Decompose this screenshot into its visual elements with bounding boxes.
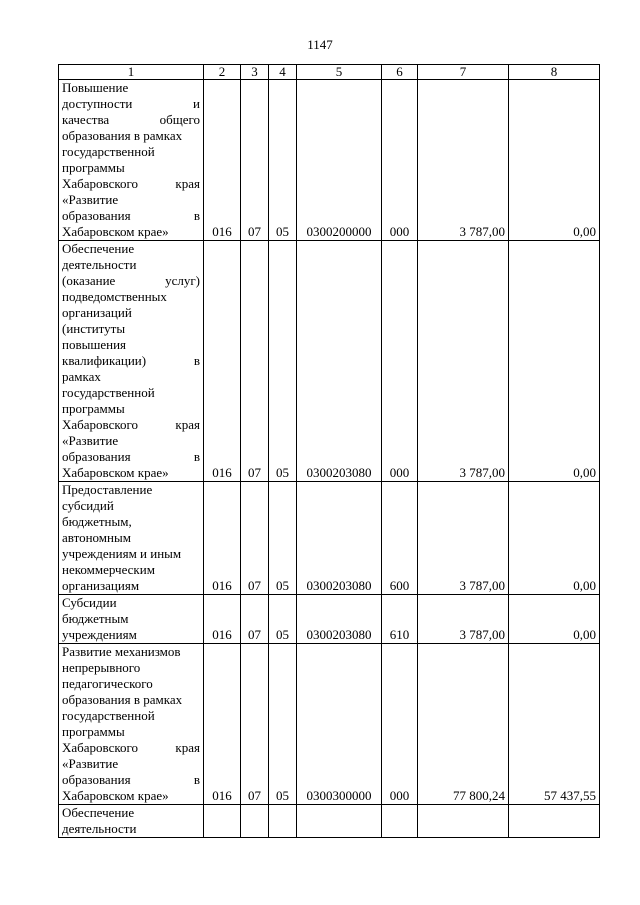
- item-name-line: государственной: [62, 708, 155, 723]
- item-name-line: [62, 208, 200, 224]
- column-header: 6: [382, 65, 418, 80]
- cell-target-article: 0300203080: [297, 482, 382, 595]
- item-name-line: «Развитие: [62, 192, 119, 207]
- item-name-line: государственной: [62, 144, 155, 159]
- word: и: [193, 96, 200, 111]
- table-row: [59, 241, 600, 482]
- cell-amount-col8: 0,00: [509, 595, 600, 644]
- item-name-line: программы: [62, 401, 125, 416]
- item-name-line: [62, 96, 200, 112]
- word: качества: [62, 112, 110, 127]
- item-name-line: рамках: [62, 369, 101, 384]
- cell-subsection: 05: [269, 80, 297, 241]
- column-header: 5: [297, 65, 382, 80]
- item-name-line: деятельности: [62, 257, 137, 272]
- cell-amount-col8: 0,00: [509, 241, 600, 482]
- cell-amount-col7: 3 787,00: [418, 595, 509, 644]
- item-name-line: [62, 449, 200, 465]
- item-name-line: [62, 112, 200, 128]
- column-header: 2: [204, 65, 241, 80]
- column-header: 1: [59, 65, 204, 80]
- item-name-line: бюджетным: [62, 611, 129, 626]
- cell-target-article: [297, 805, 382, 838]
- cell-amount-col8: 0,00: [509, 482, 600, 595]
- cell-subsection: 05: [269, 241, 297, 482]
- item-name-line: субсидий: [62, 498, 114, 513]
- item-name-line: педагогического: [62, 676, 153, 691]
- item-name-line: повышения: [62, 337, 127, 352]
- table-row: [59, 805, 600, 838]
- cell-amount-col7: [418, 805, 509, 838]
- cell-target-article: 0300203080: [297, 595, 382, 644]
- cell-amount-col8: 57 437,55: [509, 644, 600, 805]
- cell-item-name: [59, 805, 204, 838]
- budget-table: [58, 64, 600, 838]
- cell-expense-type: 610: [382, 595, 418, 644]
- table-row: [59, 80, 600, 241]
- item-name-line: программы: [62, 160, 125, 175]
- item-name-line: Обеспечение: [62, 241, 135, 256]
- word: в: [193, 449, 200, 464]
- word: услуг): [165, 273, 200, 288]
- column-header: 7: [418, 65, 509, 80]
- word: края: [175, 417, 200, 432]
- page-number: 1147: [307, 37, 333, 52]
- cell-subsection: 05: [269, 595, 297, 644]
- cell-item-name: [59, 241, 204, 482]
- cell-item-name: [59, 595, 204, 644]
- table-row: [59, 595, 600, 644]
- item-name-line: учреждениям: [62, 627, 137, 642]
- cell-expense-type: 600: [382, 482, 418, 595]
- item-name-line: «Развитие: [62, 433, 119, 448]
- cell-expense-type: 000: [382, 241, 418, 482]
- cell-ministry-code: 016: [204, 595, 241, 644]
- item-name-line: [62, 740, 200, 756]
- item-name-line: образования в рамках: [62, 128, 183, 143]
- table-row: [59, 644, 600, 805]
- item-name-line: [62, 176, 200, 192]
- cell-ministry-code: 016: [204, 482, 241, 595]
- cell-section: 07: [241, 80, 269, 241]
- word: Хабаровского: [62, 176, 139, 191]
- item-name-line: [62, 273, 200, 289]
- item-name-line: учреждениям и иным: [62, 546, 182, 561]
- cell-target-article: 0300300000: [297, 644, 382, 805]
- word: образования: [62, 208, 131, 223]
- cell-target-article: 0300203080: [297, 241, 382, 482]
- item-name-line: Хабаровском крае»: [62, 224, 169, 239]
- item-name-line: деятельности: [62, 821, 137, 836]
- cell-ministry-code: 016: [204, 644, 241, 805]
- cell-subsection: 05: [269, 644, 297, 805]
- cell-amount-col8: 0,00: [509, 80, 600, 241]
- item-name-line: организациям: [62, 578, 140, 593]
- cell-item-name: [59, 644, 204, 805]
- item-name-line: государственной: [62, 385, 155, 400]
- item-name-line: [62, 353, 200, 369]
- item-name-line: организаций: [62, 305, 132, 320]
- cell-amount-col8: [509, 805, 600, 838]
- word: в: [193, 353, 200, 368]
- cell-section: 07: [241, 482, 269, 595]
- item-name-line: Развитие механизмов: [62, 644, 181, 659]
- item-name-line: бюджетным,: [62, 514, 132, 529]
- cell-ministry-code: 016: [204, 80, 241, 241]
- item-name-line: [62, 417, 200, 433]
- item-name-line: автономным: [62, 530, 131, 545]
- word: края: [175, 740, 200, 755]
- cell-section: 07: [241, 595, 269, 644]
- column-header: 3: [241, 65, 269, 80]
- cell-subsection: [269, 805, 297, 838]
- word: края: [175, 176, 200, 191]
- header-row: [59, 65, 600, 80]
- word: в: [193, 208, 200, 223]
- cell-section: 07: [241, 241, 269, 482]
- word: квалификации): [62, 353, 147, 368]
- cell-expense-type: [382, 805, 418, 838]
- cell-expense-type: 000: [382, 80, 418, 241]
- item-name-line: [62, 772, 200, 788]
- item-name-line: Повышение: [62, 80, 129, 95]
- item-name-line: подведомственных: [62, 289, 167, 304]
- cell-amount-col7: 3 787,00: [418, 482, 509, 595]
- cell-amount-col7: 3 787,00: [418, 241, 509, 482]
- word: Хабаровского: [62, 417, 139, 432]
- item-name-line: (институты: [62, 321, 126, 336]
- cell-amount-col7: 3 787,00: [418, 80, 509, 241]
- item-name-line: «Развитие: [62, 756, 119, 771]
- cell-section: 07: [241, 644, 269, 805]
- column-header: 8: [509, 65, 600, 80]
- item-name-line: некоммерческим: [62, 562, 155, 577]
- cell-expense-type: 000: [382, 644, 418, 805]
- word: Хабаровского: [62, 740, 139, 755]
- word: (оказание: [62, 273, 116, 288]
- cell-section: [241, 805, 269, 838]
- item-name-line: Субсидии: [62, 595, 117, 610]
- word: доступности: [62, 96, 133, 111]
- item-name-line: образования в рамках: [62, 692, 183, 707]
- word: общего: [159, 112, 200, 127]
- word: образования: [62, 772, 131, 787]
- item-name-line: непрерывного: [62, 660, 141, 675]
- item-name-line: программы: [62, 724, 125, 739]
- item-name-line: Предоставление: [62, 482, 153, 497]
- cell-ministry-code: [204, 805, 241, 838]
- cell-item-name: [59, 80, 204, 241]
- cell-amount-col7: 77 800,24: [418, 644, 509, 805]
- item-name-line: Хабаровском крае»: [62, 788, 169, 803]
- item-name-line: Обеспечение: [62, 805, 135, 820]
- column-header: 4: [269, 65, 297, 80]
- cell-ministry-code: 016: [204, 241, 241, 482]
- cell-item-name: [59, 482, 204, 595]
- word: в: [193, 772, 200, 787]
- item-name-line: Хабаровском крае»: [62, 465, 169, 480]
- table-row: [59, 482, 600, 595]
- cell-subsection: 05: [269, 482, 297, 595]
- word: образования: [62, 449, 131, 464]
- cell-target-article: 0300200000: [297, 80, 382, 241]
